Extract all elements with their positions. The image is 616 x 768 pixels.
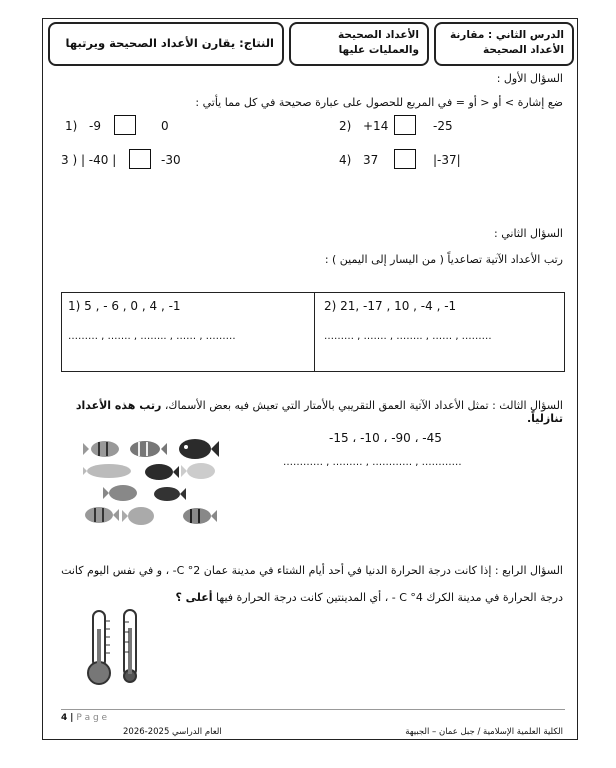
q1-item-3-label: 3 ) | -40 |: [61, 153, 117, 167]
q1-item-3-right: -30: [161, 153, 181, 167]
fish-icon: [85, 507, 119, 523]
fish-illustration: [83, 437, 223, 527]
q2-left-cell: 1) 5 , - 6 , 0 , 4 , -1: [68, 299, 181, 313]
page-word: P a g e: [76, 713, 108, 723]
q3-title: [53, 399, 563, 425]
fish-icon: [83, 441, 119, 457]
q4-line-1: السؤال الرابع : إذا كانت درجة الحرارة الدنيا في أحد أيام الشتاء في مدينة عمان C °2- ، و في نفس اليوم كانت: [61, 564, 563, 577]
footer-year: العام الدراسي 2025-2026: [123, 727, 222, 737]
lesson-box: [434, 22, 574, 66]
thermometer-icon: [83, 609, 117, 687]
q2-left-answer-line[interactable]: ……… , ……. , …….. , …… , ………: [68, 331, 236, 342]
fish-icon: [183, 508, 217, 524]
q3-title-text: السؤال الثالث : تمثل الأعداد الآتية العمق التقريبي بالأمتار التي تعيش فيه بعض الأسماك،: [161, 399, 563, 412]
q2-right-cell: 2) 21, -17 , 10 , -4 , -1: [324, 299, 457, 313]
footer-school: الكلية العلمية الإسلامية / جبل عمان – الجبيهة: [405, 727, 563, 737]
fish-icon: [83, 464, 131, 478]
q1-item-1-answer-box[interactable]: [114, 115, 136, 135]
fish-icon: [103, 485, 137, 501]
q2-right-answer-line[interactable]: ……… , ……. , …….. , …… , ………: [324, 331, 492, 342]
thermometer-icon: [121, 608, 141, 688]
page-number: 4: [61, 713, 68, 723]
q1-item-1-right: 0: [161, 119, 169, 133]
fish-icon: [130, 441, 167, 457]
q4-line-2-bold: أعلى ؟: [175, 591, 213, 604]
footer-divider: [61, 709, 565, 710]
q2-instruction: رتب الأعداد الآتية تصاعدياً ( من اليسار إلى اليمين ) :: [324, 253, 563, 266]
q1-item-1-left: -9: [89, 119, 101, 133]
outcome-box: [48, 22, 284, 66]
footer-page-number: 4 | P a g e: [61, 713, 108, 723]
q1-item-2-answer-box[interactable]: [394, 115, 416, 135]
q1-item-1-label: 1): [65, 119, 78, 133]
q1-item-2-left: +14: [363, 119, 389, 133]
q1-item-4-answer-box[interactable]: [394, 149, 416, 169]
q1-item-4-label: 4): [339, 153, 352, 167]
q3-title-bold: رتب هذه الأعداد تنازلياً.: [75, 399, 563, 425]
fish-icon: [145, 464, 179, 480]
unit-box: [289, 22, 429, 66]
fish-icon: [122, 507, 154, 525]
worksheet-page: [42, 18, 578, 740]
q3-numbers: -15 ، -10 ، -90 ، -45: [329, 431, 442, 445]
q2-title: السؤال الثاني :: [494, 227, 563, 240]
fish-icon: [181, 463, 215, 479]
q1-title: السؤال الأول :: [496, 72, 563, 85]
fish-icon: [179, 439, 219, 459]
q1-item-2-label: 2): [339, 119, 352, 133]
q1-item-2-right: -25: [433, 119, 453, 133]
q4-line-2-text: درجة الحرارة في مدينة الكرك C °4 - ، أي المدينتين كانت درجة الحرارة فيها: [212, 591, 563, 604]
q1-item-4-left: 37: [363, 153, 379, 167]
lesson-title: الدرس الثاني : مقارنة الأعداد الصحيحة: [450, 29, 564, 56]
q1-instruction: ضع إشارة > أو < أو = في المربع للحصول على عبارة صحيحة في كل مما يأتي :: [195, 96, 563, 109]
q1-item-3-answer-box[interactable]: [129, 149, 151, 169]
outcome-title: النتاج: يقارن الأعداد الصحيحة ويرتبها: [65, 36, 274, 50]
q2-table-divider: [314, 293, 315, 371]
q4-line-2: [53, 591, 563, 604]
q3-answer-line[interactable]: ………… , ……… , ………… , …………: [283, 457, 462, 468]
q2-table: [61, 292, 565, 372]
fish-icon: [154, 487, 186, 501]
q1-item-4-right: |-37|: [433, 153, 461, 167]
unit-title: الأعداد الصحيحة والعمليات عليها: [338, 29, 419, 56]
